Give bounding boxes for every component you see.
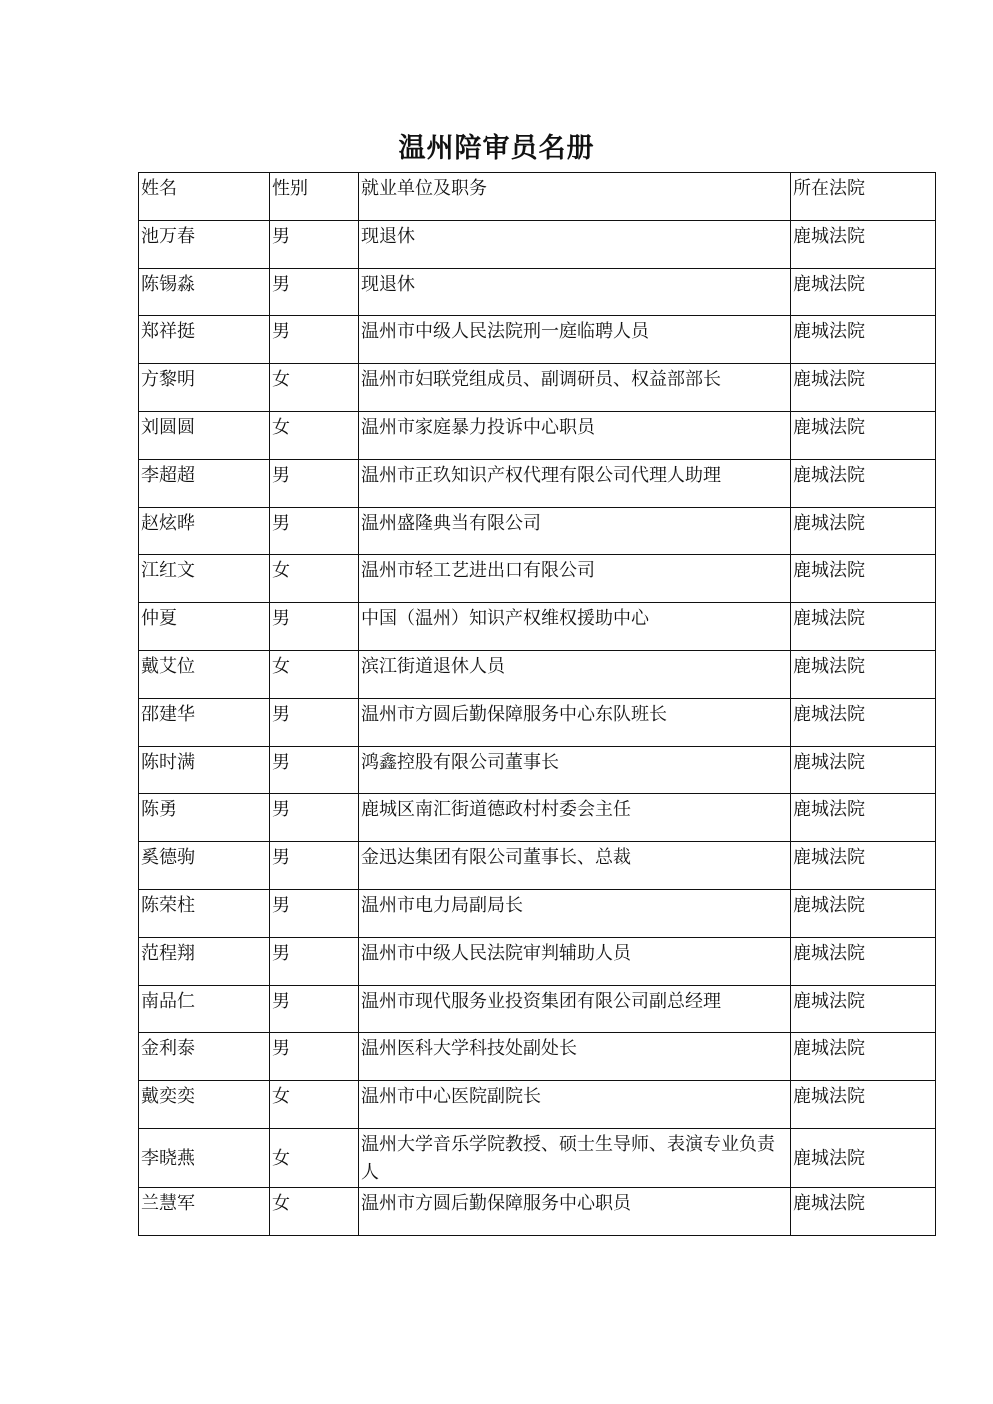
cell-gender: 男: [270, 794, 359, 842]
table-row: [139, 1128, 936, 1187]
table-row: [139, 698, 936, 746]
cell-gender: 女: [270, 364, 359, 412]
table-row: [139, 411, 936, 459]
cell-employer-position: 温州市电力局副局长: [359, 889, 791, 937]
cell-employer-position: 温州盛隆典当有限公司: [359, 507, 791, 555]
cell-employer-position: 温州市正玖知识产权代理有限公司代理人助理: [359, 459, 791, 507]
cell-name: 陈荣柱: [139, 889, 270, 937]
table-body: [139, 220, 936, 1235]
cell-name: 陈勇: [139, 794, 270, 842]
cell-gender: 男: [270, 316, 359, 364]
cell-name: 范程翔: [139, 937, 270, 985]
cell-employer-position: 金迅达集团有限公司董事长、总裁: [359, 842, 791, 890]
cell-court: 鹿城法院: [791, 316, 936, 364]
cell-name: 池万春: [139, 220, 270, 268]
cell-gender: 男: [270, 603, 359, 651]
table-row: [139, 316, 936, 364]
cell-name: 李超超: [139, 459, 270, 507]
cell-employer-position: 温州医科大学科技处副处长: [359, 1033, 791, 1081]
cell-court: 鹿城法院: [791, 985, 936, 1033]
cell-employer-position: 温州市现代服务业投资集团有限公司副总经理: [359, 985, 791, 1033]
cell-name: 陈锡淼: [139, 268, 270, 316]
table-row: [139, 507, 936, 555]
cell-employer-position: 温州大学音乐学院教授、硕士生导师、表演专业负责人: [359, 1128, 791, 1187]
table-row: [139, 555, 936, 603]
cell-court: 鹿城法院: [791, 555, 936, 603]
table-row: [139, 220, 936, 268]
table-row: [139, 794, 936, 842]
cell-gender: 男: [270, 937, 359, 985]
cell-employer-position: 鸿鑫控股有限公司董事长: [359, 746, 791, 794]
page-title: 温州陪审员名册: [398, 133, 595, 164]
table-row: [139, 985, 936, 1033]
cell-employer-position: 现退休: [359, 268, 791, 316]
table-row: [139, 459, 936, 507]
cell-court: 鹿城法院: [791, 1033, 936, 1081]
cell-employer-position: 温州市方圆后勤保障服务中心东队班长: [359, 698, 791, 746]
table-row: [139, 1033, 936, 1081]
cell-gender: 男: [270, 268, 359, 316]
cell-name: 江红文: [139, 555, 270, 603]
juror-roster-table: [138, 172, 936, 1236]
cell-employer-position: 中国（温州）知识产权维权援助中心: [359, 603, 791, 651]
cell-name: 李晓燕: [139, 1128, 270, 1187]
cell-gender: 男: [270, 889, 359, 937]
cell-name: 兰慧军: [139, 1187, 270, 1235]
cell-employer-position: 鹿城区南汇街道德政村村委会主任: [359, 794, 791, 842]
table-row: [139, 268, 936, 316]
cell-employer-position: 温州市中心医院副院长: [359, 1081, 791, 1129]
cell-name: 方黎明: [139, 364, 270, 412]
cell-gender: 女: [270, 1081, 359, 1129]
cell-court: 鹿城法院: [791, 794, 936, 842]
table-row: [139, 603, 936, 651]
cell-court: 鹿城法院: [791, 507, 936, 555]
cell-court: 鹿城法院: [791, 842, 936, 890]
cell-name: 郑祥挺: [139, 316, 270, 364]
table-row: [139, 937, 936, 985]
cell-name: 邵建华: [139, 698, 270, 746]
table-row: [139, 364, 936, 412]
cell-employer-position: 温州市轻工艺进出口有限公司: [359, 555, 791, 603]
cell-court: 鹿城法院: [791, 889, 936, 937]
cell-gender: 女: [270, 1187, 359, 1235]
cell-gender: 女: [270, 650, 359, 698]
cell-court: 鹿城法院: [791, 746, 936, 794]
cell-court: 鹿城法院: [791, 698, 936, 746]
cell-gender: 男: [270, 746, 359, 794]
cell-court: 鹿城法院: [791, 459, 936, 507]
table-row: [139, 889, 936, 937]
cell-name: 戴艾位: [139, 650, 270, 698]
cell-court: 鹿城法院: [791, 268, 936, 316]
cell-employer-position: 现退休: [359, 220, 791, 268]
table-row: [139, 746, 936, 794]
cell-employer-position: 温州市家庭暴力投诉中心职员: [359, 411, 791, 459]
cell-court: 鹿城法院: [791, 364, 936, 412]
cell-name: 南品仁: [139, 985, 270, 1033]
cell-court: 鹿城法院: [791, 1081, 936, 1129]
cell-gender: 男: [270, 507, 359, 555]
cell-name: 陈时满: [139, 746, 270, 794]
header-gender: 性别: [270, 173, 359, 221]
cell-gender: 男: [270, 220, 359, 268]
table-row: [139, 1187, 936, 1235]
cell-name: 仲夏: [139, 603, 270, 651]
table-row: [139, 1081, 936, 1129]
cell-court: 鹿城法院: [791, 411, 936, 459]
cell-name: 戴奕奕: [139, 1081, 270, 1129]
cell-court: 鹿城法院: [791, 937, 936, 985]
table-row: [139, 842, 936, 890]
cell-employer-position: 滨江街道退休人员: [359, 650, 791, 698]
cell-court: 鹿城法院: [791, 650, 936, 698]
cell-employer-position: 温州市妇联党组成员、副调研员、权益部部长: [359, 364, 791, 412]
cell-employer-position: 温州市方圆后勤保障服务中心职员: [359, 1187, 791, 1235]
cell-gender: 男: [270, 842, 359, 890]
cell-gender: 女: [270, 411, 359, 459]
cell-employer-position: 温州市中级人民法院审判辅助人员: [359, 937, 791, 985]
cell-court: 鹿城法院: [791, 220, 936, 268]
table-row: [139, 650, 936, 698]
header-employer-position: 就业单位及职务: [359, 173, 791, 221]
cell-gender: 男: [270, 459, 359, 507]
cell-gender: 男: [270, 1033, 359, 1081]
cell-court: 鹿城法院: [791, 1187, 936, 1235]
cell-employer-position: 温州市中级人民法院刑一庭临聘人员: [359, 316, 791, 364]
cell-name: 金利泰: [139, 1033, 270, 1081]
cell-gender: 男: [270, 985, 359, 1033]
cell-court: 鹿城法院: [791, 1128, 936, 1187]
cell-gender: 女: [270, 1128, 359, 1187]
cell-name: 奚德驹: [139, 842, 270, 890]
header-court: 所在法院: [791, 173, 936, 221]
cell-gender: 男: [270, 698, 359, 746]
cell-name: 赵炫晔: [139, 507, 270, 555]
cell-court: 鹿城法院: [791, 603, 936, 651]
header-name: 姓名: [139, 173, 270, 221]
table-header-row: [139, 173, 936, 221]
cell-name: 刘圆圆: [139, 411, 270, 459]
cell-gender: 女: [270, 555, 359, 603]
